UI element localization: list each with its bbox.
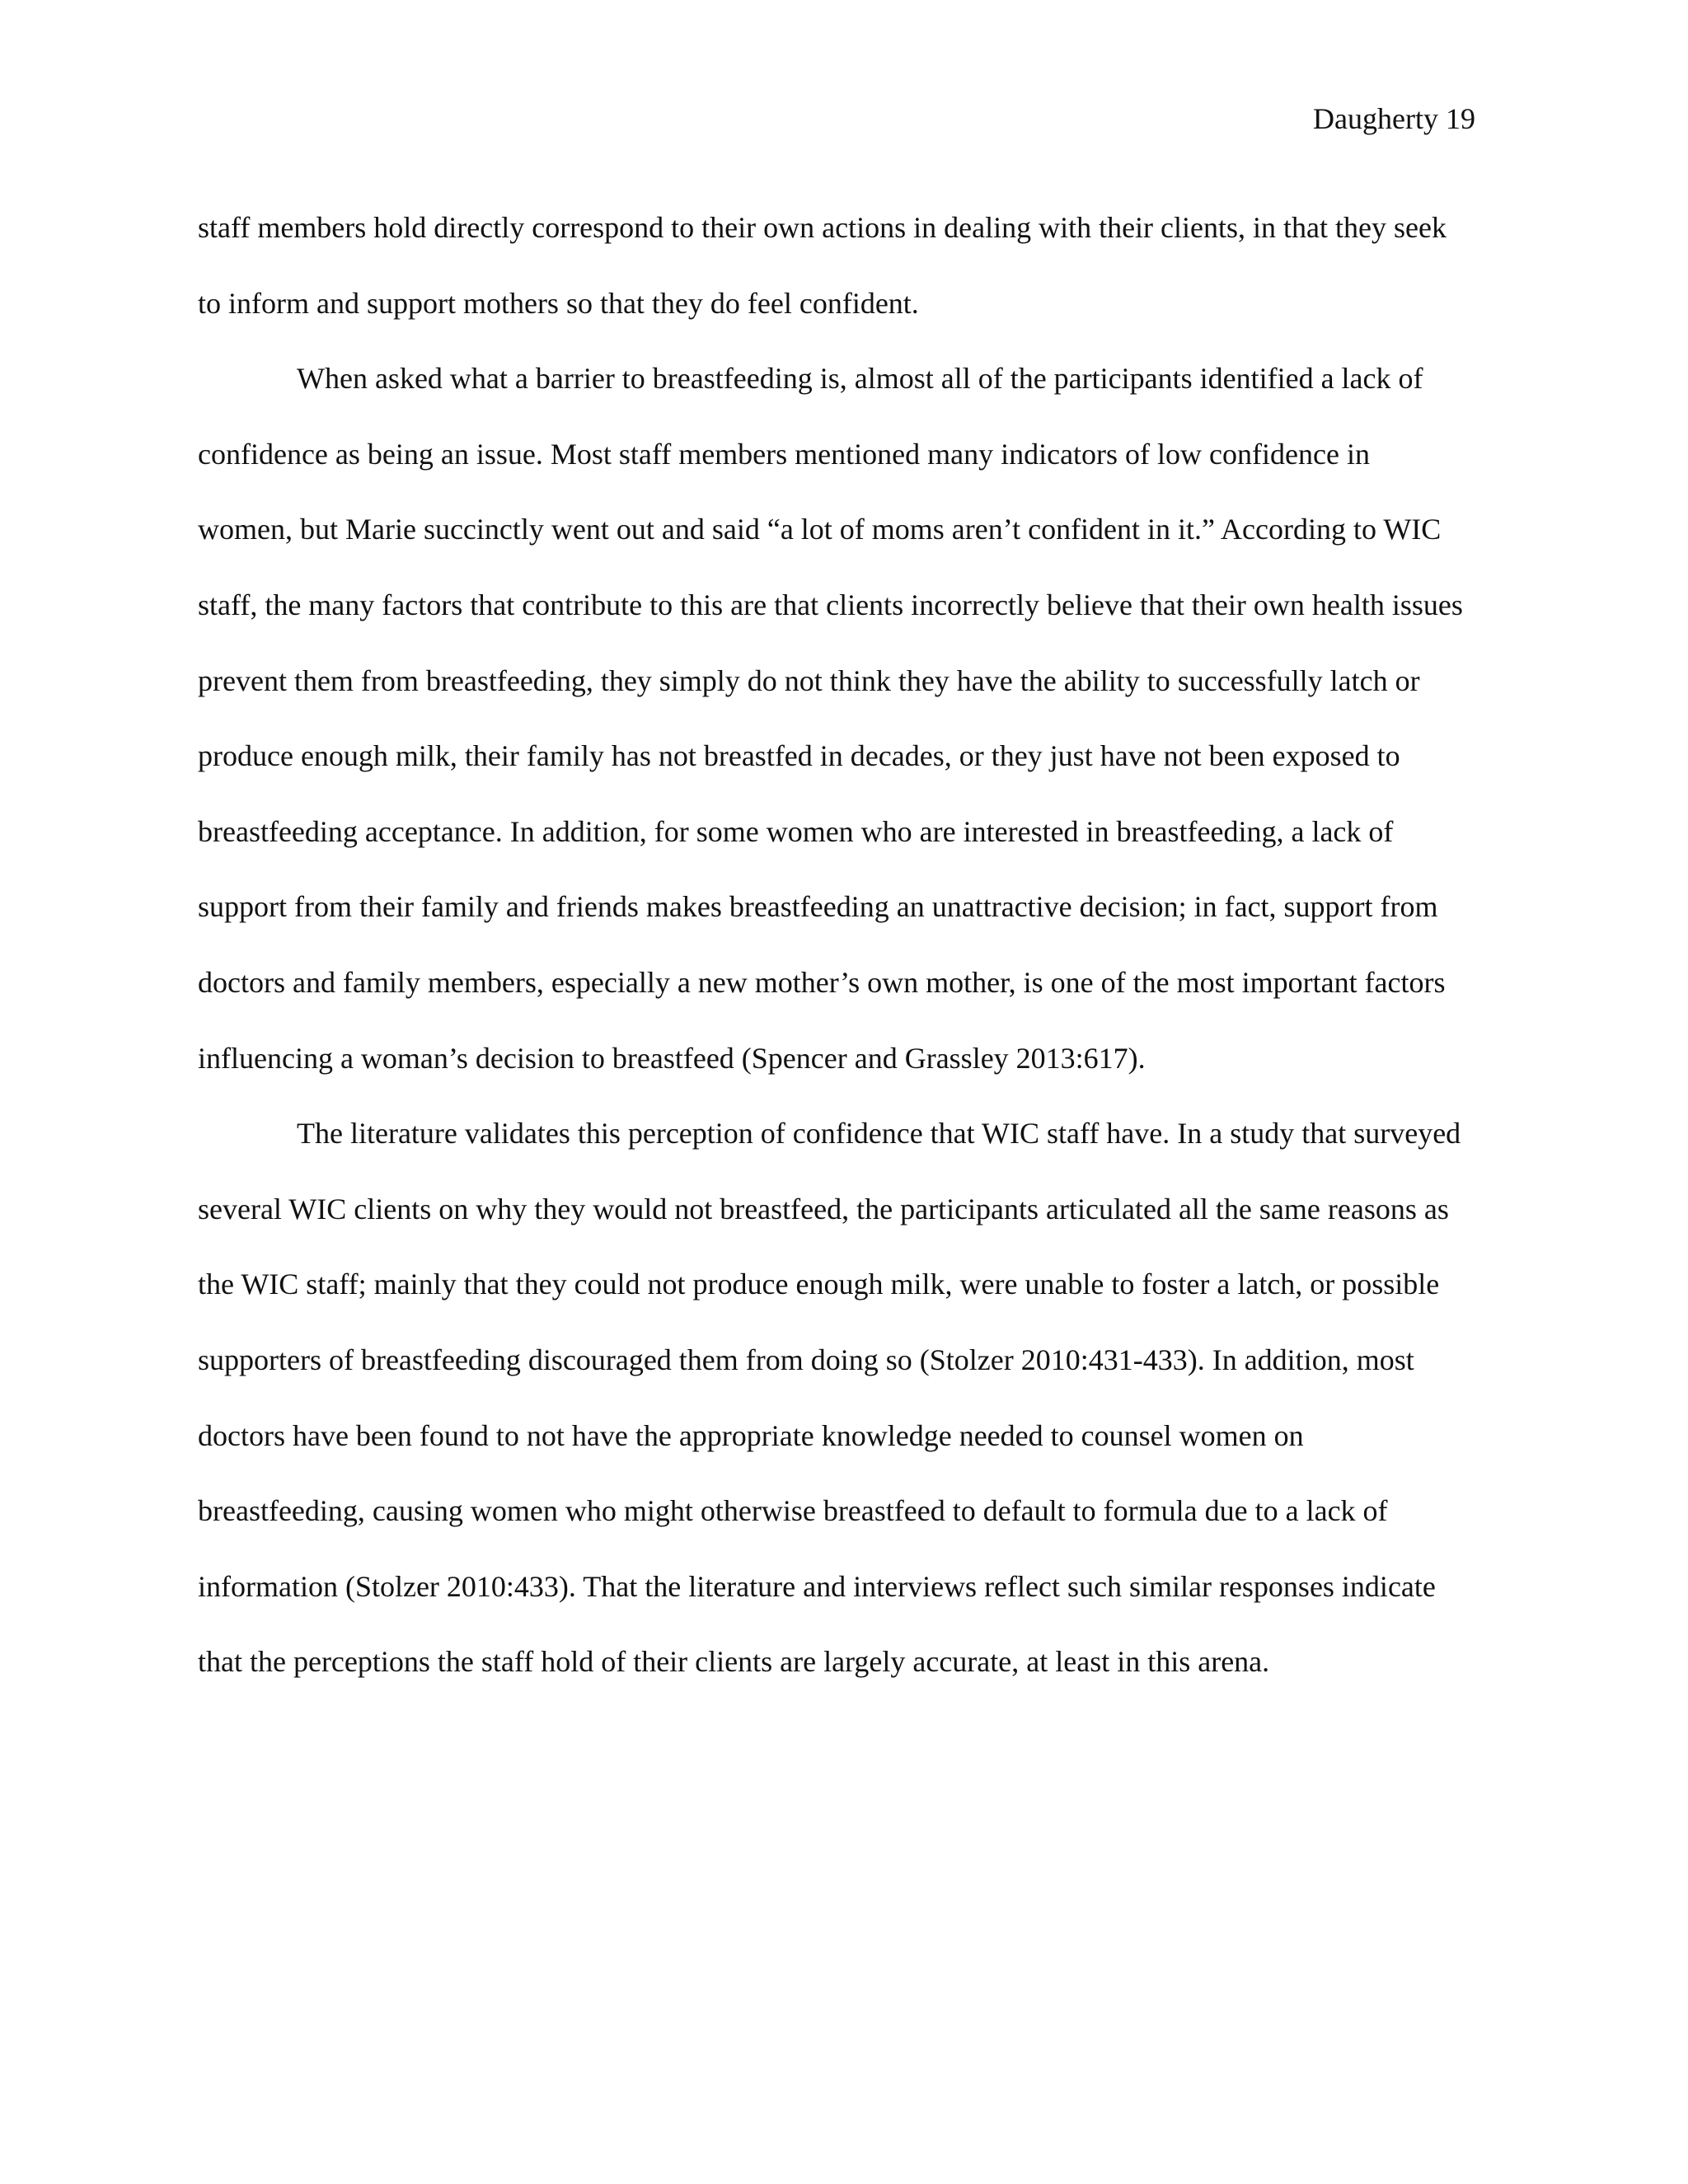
- paragraph-barriers-confidence: When asked what a barrier to breastfeeding is, almost all of the participants identified a lack of confidence as being an issue. Most staff members mentioned many indicators of low confidence in women, but Marie succinctly went out and said “a lot of moms aren’t confident in it.” According to WIC staff, the many factors that contribute to this are that clients incorrectly believe that their own health issues prevent them from breastfeeding, they simply do not think they have the ability to successfully latch or produce enough milk, their family has not breastfed in decades, or they just have not been exposed to breastfeeding acceptance. In addition, for some women who are interested in breastfeeding, a lack of support from their family and friends makes breastfeeding an unattractive decision; in fact, support from doctors and family members, especially a new mother’s own mother, is one of the most important factors influencing a woman’s decision to breastfeed (Spencer and Grassley 2013:617).: [198, 362, 1463, 1075]
- paragraph-continued: staff members hold directly correspond to their own actions in dealing with their clients, in that they seek to inform and support mothers so that they do feel confident.: [198, 211, 1447, 320]
- paragraph-literature-validation: The literature validates this perception of confidence that WIC staff have. In a study that surveyed several WIC clients on why they would not breastfeed, the participants articulated all the same reasons as the WIC staff; mainly that they could not produce enough milk, were unable to foster a latch, or possible supporters of breastfeeding discouraged them from doing so (Stolzer 2010:431-433). In addition, most doctors have been found to not have the appropriate knowledge needed to counsel women on breastfeeding, causing women who might otherwise breastfeed to default to formula due to a lack of information (Stolzer 2010:433). That the literature and interviews reflect such similar responses indicate that the perceptions the staff hold of their clients are largely accurate, at least in this arena.: [198, 1117, 1461, 1679]
- running-head-page-number: Daugherty 19: [1313, 102, 1475, 135]
- body-text: [198, 190, 1469, 1700]
